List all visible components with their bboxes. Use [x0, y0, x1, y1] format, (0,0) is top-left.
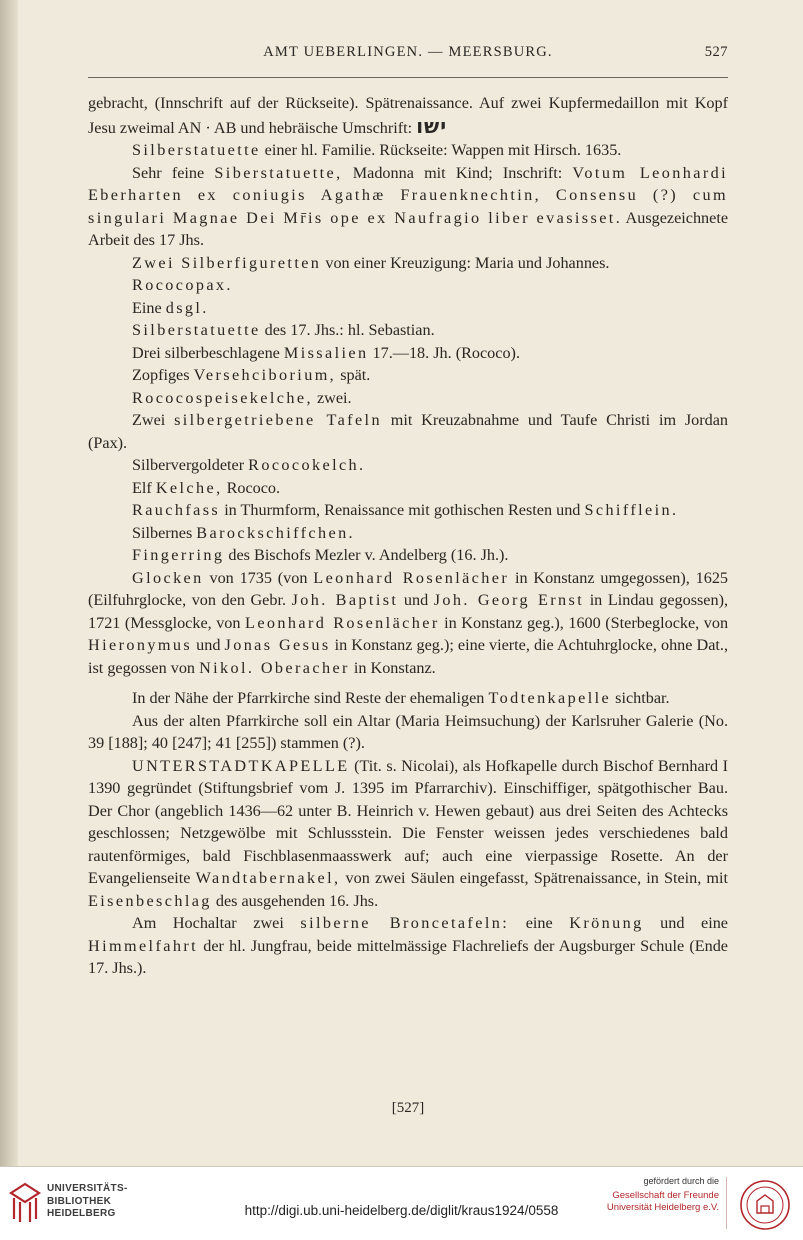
paragraph: Silberstatuette einer hl. Familie. Rückseite: Wappen mit Hirsch. 1635. — [132, 141, 622, 159]
paragraph: Silbernes Barockschiffchen. — [132, 523, 356, 542]
paragraph: Elf Kelche, Rococo. — [132, 478, 281, 497]
library-name: UNIVERSITÄTS- BIBLIOTHEK HEIDELBERG — [47, 1183, 128, 1219]
university-seal-icon — [739, 1179, 791, 1231]
paragraph: Zopfiges Versehciborium, spät. — [132, 366, 371, 384]
paragraph: Silberstatuette des 17. Jhs.: hl. Sebastian. — [132, 321, 435, 339]
paragraph: Am Hochaltar zwei silberne Broncetafeln: eine Krönung und eine Himmelfahrt der hl. Jungfrau, beide mittelmässige Flachreliefs der Augsburger Schule (Ende 17. Jhs.). — [88, 914, 728, 977]
body-text — [88, 92, 728, 980]
running-head-page-number: 527 — [704, 44, 728, 60]
paragraph: Drei silberbeschlagene Missalien 17.—18. Jh. (Rococo). — [132, 343, 520, 362]
paragraph: Silbervergoldeter Rococokelch. — [132, 456, 366, 474]
funder-divider — [726, 1177, 727, 1229]
paragraph: gebracht, (Innschrift auf der Rückseite). Spätrenaissance. Auf zwei Kupfermedaillon mit Kopf Jesu zweimal AN · AB und hebräische Umschrift: ישו — [88, 94, 728, 138]
paragraph: Fingerring des Bischofs Mezler v. Andelberg (16. Jh.). — [132, 546, 509, 564]
paragraph: Rococospeisekelche, zwei. — [132, 388, 352, 407]
folio-number: [527] — [391, 1100, 425, 1116]
paragraph: Sehr feine Siberstatuette, Madonna mit Kind; Inschrift: Votum Leonhardi Eberharten ex coniugis Agathæ Frauenknechtin, Consensu (?) cum singulari Magnae Dei Mr̄is ope ex Naufragio liber evasisset. Ausgezeichnete Arbeit des 17 Jhs. — [88, 163, 729, 249]
paragraph: Aus der alten Pfarrkirche soll ein Altar (Maria Heimsuchung) der Karlsruher Galerie (No. 39 [188]; 40 [247]; 41 [255]) stammen (?). — [88, 711, 728, 752]
page-gutter-shadow — [0, 0, 18, 1166]
paragraph: In der Nähe der Pfarrkirche sind Reste der ehemaligen Todtenkapelle sichtbar. — [132, 689, 670, 707]
header-rule — [88, 77, 728, 78]
paragraph: Eine dsgl. — [132, 298, 209, 317]
paragraph: UNTERSTADTKAPELLE (Tit. s. Nicolai), als Hofkapelle durch Bischof Bernhard I 1390 gegründet (Stiftungsbrief vom J. 1395 im Pfarrarchiv). Einschiffiger, spätgothischer Bau. Der Chor (angeblich 1436—62 unter B. Heinrich v. Hewen gebaut) aus drei Seiten des Achtecks geschlossen; Netzgewölbe mit Schlussstein. Die Fenster weissen jedes verschiedenes bald rautenförmiges, bald Fischblasenmaasswerk auf; auch eine vierpassige Rosette. An der Evangelienseite Wandtabernakel, von zwei Säulen eingefasst, Spätrenaissance, in Stein, mit Eisenbeschlag des ausgehenden 16. Jhs. — [88, 756, 729, 910]
paragraph: Zwei Silberfiguretten von einer Kreuzigung: Maria und Johannes. — [132, 253, 610, 272]
hebrew-inscription: ישו — [416, 113, 448, 138]
paragraph: Zwei silbergetriebene Tafeln mit Kreuzabnahme und Taufe Christi im Jordan (Pax). — [88, 411, 728, 452]
running-head-title: AMT UEBERLINGEN. — MEERSBURG. — [263, 44, 553, 60]
footer-bar — [0, 1166, 803, 1240]
digital-object-url[interactable]: http://digi.ub.uni-heidelberg.de/diglit/kraus1924/0558 — [244, 1203, 559, 1218]
paragraph: Rauchfass in Thurmform, Renaissance mit gothischen Resten und Schifflein. — [132, 501, 679, 519]
running-head — [88, 44, 728, 66]
paragraph: Glocken von 1735 (von Leonhard Rosenlächer in Konstanz umgegossen), 1625 (Eilfuhrglocke, von den Gebr. Joh. Baptist und Joh. Georg Ernst in Lindau gegossen), 1721 (Messglocke, von Leonhard Rosenlächer in Konstanz geg.), 1600 (Sterbeglocke, von Hieronymus und Jonas Gesus in Konstanz geg.); eine vierte, die Achtuhrglocke, ohne Dat., ist gegossen von Nikol. Oberacher in Konstanz. — [88, 568, 729, 677]
funder-credit: gefördert durch die Gesellschaft der Freunde Universität Heidelberg e.V. — [606, 1176, 719, 1213]
paragraph: Rococopax. — [132, 276, 233, 294]
